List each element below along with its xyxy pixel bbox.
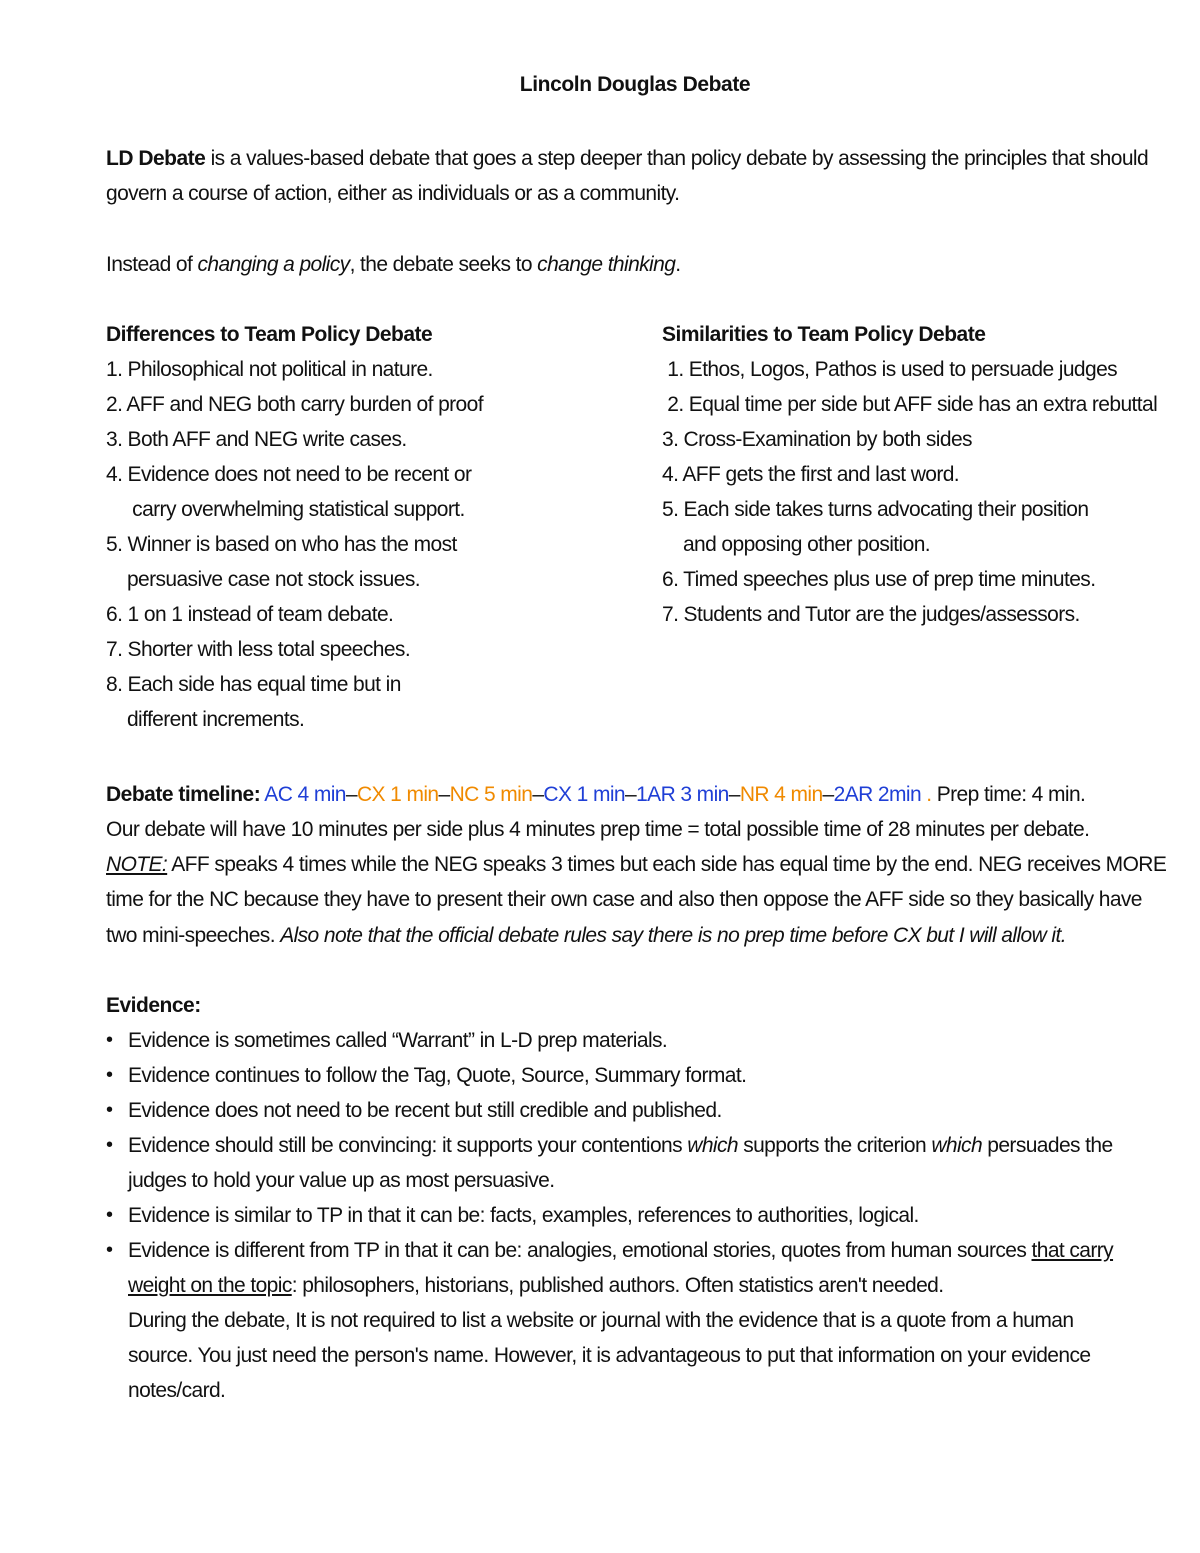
note-label: NOTE:: [106, 853, 168, 876]
differences-line: 8. Each side has equal time but in: [106, 673, 401, 696]
b6-part-a: Evidence is different from TP in that it can be: analogies, emotional stories, quotes from human sources: [128, 1239, 1032, 1262]
line5-italic: Also note that the official debate rules say there is no prep time before CX but I will allow it.: [280, 924, 1066, 947]
b6-para-line-1: During the debate, It is not required to list a website or journal with the evidence that is a quote from a human: [128, 1309, 1074, 1332]
differences-column: [106, 317, 483, 737]
evidence-list: [106, 1023, 1113, 1408]
differences-line: 6. 1 on 1 instead of team debate.: [106, 603, 394, 626]
b4-part-a: Evidence should still be convincing: it supports your contentions: [128, 1134, 688, 1157]
timeline-segment: NR 4 min: [739, 783, 823, 806]
b4-italic-1: which: [687, 1134, 738, 1157]
timeline-segment: –: [438, 783, 450, 806]
evidence-heading: Evidence:: [106, 994, 201, 1017]
evidence-bullet: [106, 1128, 1113, 1198]
timeline-segment: 1AR 3 min: [636, 783, 729, 806]
similarities-line: 3. Cross-Examination by both sides: [662, 428, 972, 451]
intro-line-1: [106, 141, 1148, 176]
evidence-bullet: • Evidence is sometimes called “Warrant” in L-D prep materials.: [106, 1023, 1113, 1058]
intro-line-2: govern a course of action, either as individuals or as a community.: [106, 182, 680, 205]
differences-list: [106, 352, 483, 737]
timeline-segment: –: [728, 783, 740, 806]
b4-italic-2: which: [931, 1134, 983, 1157]
differences-line: 2. AFF and NEG both carry burden of proof: [106, 393, 483, 416]
b6-para-line-2: source. You just need the person's name. However, it is advantageous to put that information on your evidence: [128, 1344, 1091, 1367]
timeline-segment: .: [921, 783, 937, 806]
timeline-note-line: [106, 847, 1166, 882]
b6-para-line-3: notes/card.: [128, 1379, 226, 1402]
timeline-segment: –: [345, 783, 357, 806]
note-line3-rest: AFF speaks 4 times while the NEG speaks 3 times but each side has equal time by the end. NEG receives MORE: [167, 853, 1167, 876]
b4-part-b: supports the criterion: [737, 1134, 932, 1157]
line5-plain: two mini-speeches.: [106, 924, 281, 947]
timeline-segment: 2AR 2min: [833, 783, 922, 806]
differences-line: 7. Shorter with less total speeches.: [106, 638, 411, 661]
b4-part-c: persuades the: [982, 1134, 1113, 1157]
differences-line: 5. Winner is based on who has the most: [106, 533, 457, 556]
timeline-segment: –: [822, 783, 834, 806]
timeline-segment: CX 1 min: [543, 783, 625, 806]
intro-line1-rest: is a values-based debate that goes a step deeper than policy debate by assessing the principles that should: [205, 147, 1149, 170]
similarities-line: 1. Ethos, Logos, Pathos is used to persuade judges: [662, 358, 1118, 381]
timeline-segments: [260, 783, 1085, 806]
similarities-line: 5. Each side takes turns advocating their position: [662, 498, 1089, 521]
timeline-segment: –: [624, 783, 637, 806]
b4-line-2: judges to hold your value up as most persuasive.: [128, 1169, 555, 1192]
timeline-line-5: [106, 918, 1066, 953]
similarities-heading: Similarities to Team Policy Debate: [662, 323, 986, 346]
timeline-segment: NC 5 min: [449, 783, 533, 806]
similarities-line: 2. Equal time per side but AFF side has an extra rebuttal: [662, 393, 1158, 416]
similarities-column: [662, 317, 1157, 632]
timeline-segment: –: [532, 783, 544, 806]
differences-line: 3. Both AFF and NEG write cases.: [106, 428, 407, 451]
instead-italic-1: changing a policy: [197, 253, 350, 276]
differences-line: carry overwhelming statistical support.: [106, 498, 465, 521]
timeline-line-2: Our debate will have 10 minutes per side plus 4 minutes prep time = total possible time of 28 minutes per debate.: [106, 818, 1090, 841]
similarities-line: and opposing other position.: [662, 533, 931, 556]
timeline-segment: AC 4 min: [260, 783, 346, 806]
differences-line: 1. Philosophical not political in nature.: [106, 358, 433, 381]
b6-underline-1: that carry: [1031, 1239, 1114, 1262]
similarities-list: [662, 352, 1157, 632]
instead-prefix: Instead of: [106, 253, 198, 276]
differences-line: different increments.: [106, 708, 305, 731]
instead-end: .: [675, 253, 681, 276]
evidence-bullet: • Evidence is similar to TP in that it can be: facts, examples, references to authorities, logical.: [106, 1198, 1113, 1233]
timeline-line-4: time for the NC because they have to present their own case and also then oppose the AFF side so they basically have: [106, 888, 1142, 911]
b6-part-b: : philosophers, historians, published authors. Often statistics aren't needed.: [291, 1274, 944, 1297]
differences-line: persuasive case not stock issues.: [106, 568, 420, 591]
instead-mid: , the debate seeks to: [349, 253, 538, 276]
intro-lead: LD Debate: [106, 147, 206, 170]
evidence-bullet: • Evidence continues to follow the Tag, Quote, Source, Summary format.: [106, 1058, 1113, 1093]
evidence-bullet: [106, 1233, 1113, 1408]
instead-line: [106, 247, 681, 282]
similarities-line: 4. AFF gets the first and last word.: [662, 463, 960, 486]
page-title: Lincoln Douglas Debate: [519, 73, 751, 96]
timeline-segment: Prep time: 4 min.: [936, 783, 1086, 806]
differences-line: 4. Evidence does not need to be recent or: [106, 463, 472, 486]
differences-heading: Differences to Team Policy Debate: [106, 323, 433, 346]
b6-underline-2: weight on the topic: [128, 1274, 292, 1297]
similarities-line: 7. Students and Tutor are the judges/assessors.: [662, 603, 1080, 626]
timeline-label: Debate timeline:: [106, 783, 261, 806]
similarities-line: 6. Timed speeches plus use of prep time minutes.: [662, 568, 1096, 591]
evidence-bullet: • Evidence does not need to be recent but still credible and published.: [106, 1093, 1113, 1128]
timeline-segment: CX 1 min: [356, 783, 439, 806]
timeline-line-1: [106, 777, 1085, 812]
instead-italic-2: change thinking: [537, 253, 676, 276]
